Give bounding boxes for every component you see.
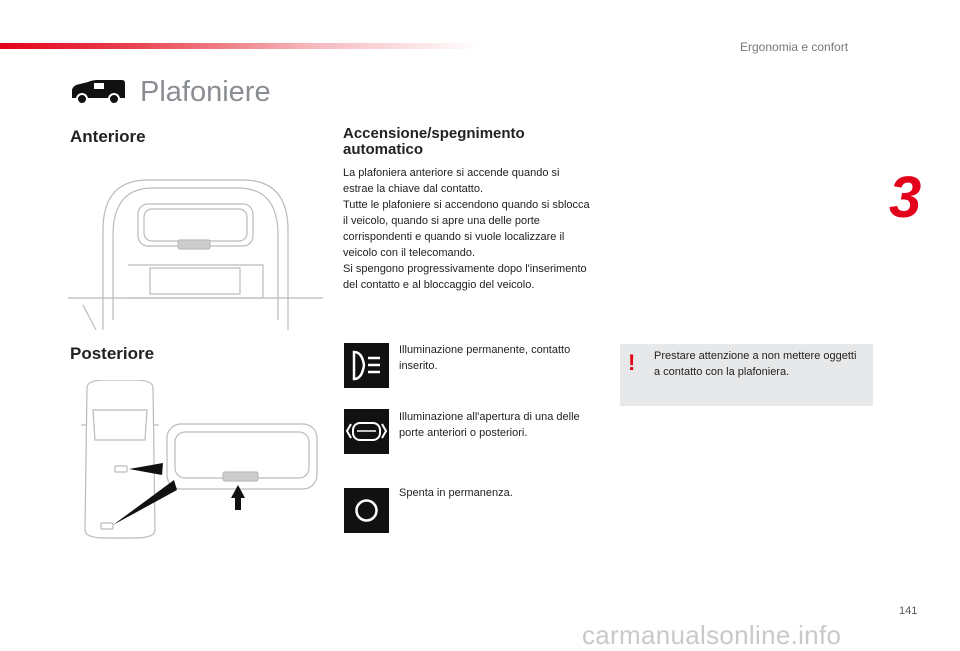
- rear-heading: Posteriore: [70, 344, 155, 363]
- permanent-lighting-icon: [344, 343, 389, 388]
- exclamation-icon: !: [628, 350, 636, 375]
- auto-paragraph: La plafoniera anteriore si accende quando si estrae la chiave dal contatto.: [343, 167, 560, 195]
- auto-paragraph: Tutte le plafoniere si accendono quando si sblocca il veicolo, quando si apre una delle porte corrispondenti e quando si vuole localizzare il veicolo con il telecomando.: [343, 199, 590, 259]
- mode-permanent-description: Illuminazione permanente, contatto inserito.: [399, 344, 571, 372]
- chapter-number: 3: [889, 165, 922, 230]
- page-title: Plafoniere: [140, 76, 271, 108]
- auto-heading: Accensione/spegnimento automatico: [343, 125, 525, 158]
- auto-paragraph: Si spengono progressivamente dopo l'inserimento del contatto e al bloccaggio del veicolo.: [343, 263, 587, 291]
- section-label: Ergonomia e confort: [740, 40, 849, 54]
- mode-off-description: Spenta in permanenza.: [399, 487, 513, 499]
- light-off-icon: [344, 488, 389, 533]
- rear-ceiling-light-illustration: [75, 380, 325, 540]
- watermark: carmanualsonline.info: [582, 620, 842, 650]
- front-heading: Anteriore: [70, 127, 146, 146]
- front-ceiling-light-illustration: [68, 170, 323, 330]
- mode-doors-description: Illuminazione all'apertura di una delle porte anteriori o posteriori.: [399, 411, 580, 439]
- door-lighting-icon: [344, 409, 389, 454]
- auto-description: [343, 165, 593, 293]
- page-number: 141: [899, 605, 918, 617]
- warning-text: Prestare attenzione a non mettere oggetti a contatto con la plafoniera.: [654, 350, 857, 378]
- header-accent-bar: [0, 43, 480, 49]
- van-icon: [70, 79, 126, 105]
